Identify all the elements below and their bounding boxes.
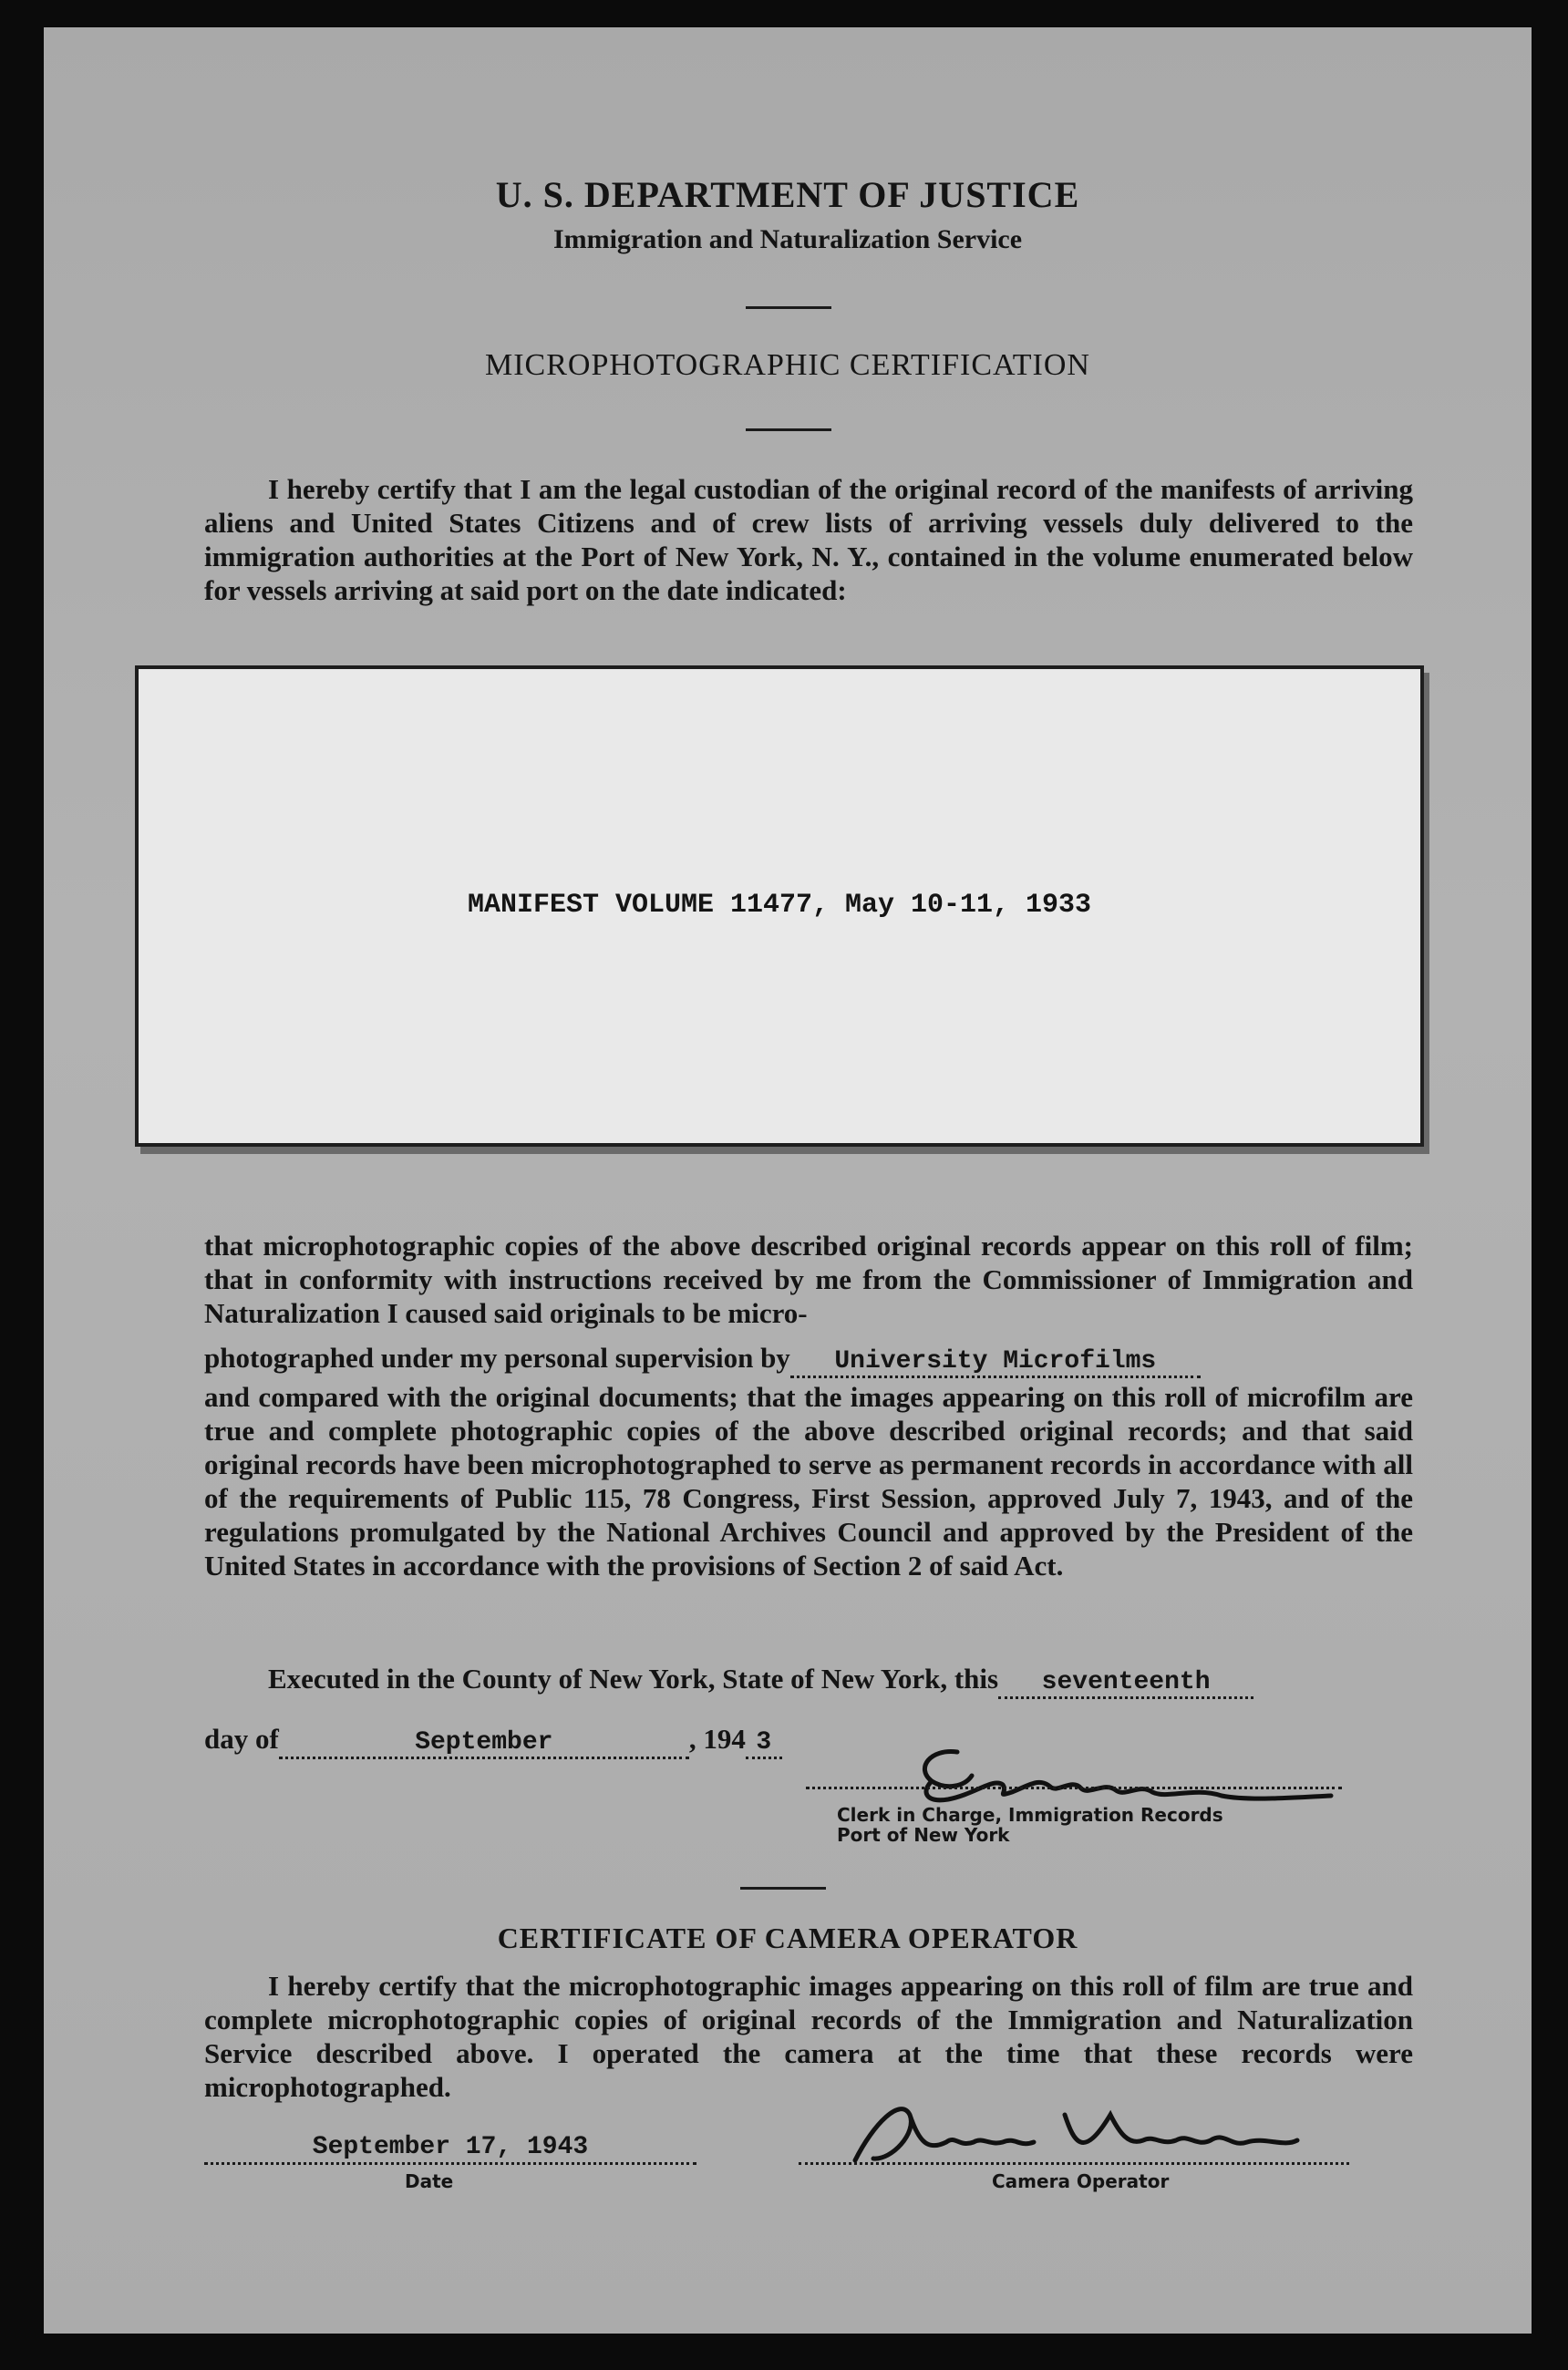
camera-cert-title: CERTIFICATE OF CAMERA OPERATOR — [497, 1922, 1078, 1954]
camera-cert-paragraph — [204, 1969, 1413, 2104]
clerk-signature-svg — [893, 1741, 1367, 1814]
clerk-title-line1: Clerk in Charge, Immigration Records — [837, 1804, 1223, 1826]
camera-date-label: Date — [405, 2170, 454, 2192]
certification-title: MICROPHOTOGRAPHIC CERTIFICATION — [484, 348, 1090, 382]
day-ordinal: seventeenth — [1041, 1668, 1211, 1696]
department-heading: U. S. DEPARTMENT OF JUSTICE — [495, 174, 1080, 215]
operator-signature-line — [799, 2162, 1349, 2165]
service-subheading: Immigration and Naturalization Service — [552, 224, 1023, 254]
year-digit: 3 — [756, 1728, 772, 1757]
filmer-field — [790, 1342, 1201, 1378]
body-paragraph-part3 — [204, 1380, 1413, 1582]
day-field — [998, 1663, 1253, 1699]
clerk-title-line2: Port of New York — [837, 1824, 1010, 1846]
year-field — [746, 1723, 782, 1759]
manifest-volume-text: MANIFEST VOLUME 11477, May 10-11, 1933 — [467, 890, 1092, 921]
camera-operator-label: Camera Operator — [992, 2170, 1170, 2192]
executed-line — [268, 1663, 1253, 1699]
body-text-part3: and compared with the original documents; that the images appearing on this roll of microfilm are true and complete photographic copies of the above described original records; and that said original records have been microphotographed to serve as permanent records in accordance with all of the requirements of Public 115, 78 Congress, First Session, approved July 7, 1943, and of the regulations promulgated by the National Archives Council and approved by the President of the United States in accordance with the provisions of Section 2 of said Act. — [204, 1381, 1413, 1582]
divider-rule — [746, 428, 831, 431]
supervision-prefix: photographed under my personal supervision by — [204, 1342, 790, 1374]
clerk-title — [837, 1805, 1223, 1845]
camera-date-value — [204, 2128, 696, 2161]
clerk-signature-line — [806, 1787, 1342, 1789]
camera-date-line — [204, 2162, 696, 2165]
body-paragraph-part1 — [204, 1229, 1413, 1330]
date-line — [204, 1723, 782, 1759]
divider-rule — [746, 306, 831, 309]
year-prefix: , 194 — [688, 1723, 746, 1755]
manifest-slip — [135, 665, 1424, 1147]
operator-signature-svg — [837, 2087, 1311, 2179]
body-text-part1: that microphotographic copies of the above described original records appear on this roll of film; that in conformity with instructions received by me from the Commissioner of Immigration and Naturalization I caused said originals to be micro- — [204, 1230, 1413, 1329]
certificate-sheet — [44, 27, 1532, 2334]
month-value: September — [415, 1728, 553, 1757]
executed-prefix: Executed in the County of New York, State of New York, this — [268, 1663, 999, 1695]
camera-cert-text: I hereby certify that the microphotographic images appearing on this roll of film are true and complete microphotographic copies of original records of the Immigration and Naturalization Service described above. I operated the camera at the time that these records were microphotographed. — [204, 1970, 1413, 2103]
supervision-line — [204, 1342, 1201, 1378]
clerk-signature — [893, 1741, 1367, 1814]
operator-signature — [837, 2087, 1311, 2179]
divider-rule — [740, 1887, 826, 1890]
intro-paragraph — [204, 472, 1413, 607]
filmer-name: University Microfilms — [834, 1347, 1157, 1376]
day-of-label: day of — [204, 1723, 279, 1755]
intro-text: I hereby certify that I am the legal custodian of the original record of the manifests of arriving aliens and United States Citizens and of crew lists of arriving vessels duly delivered to the immigration authorities at the Port of New York, N. Y., contained in the volume enumerated below for vessels arriving at said port on the date indicated: — [204, 473, 1413, 606]
camera-date: September 17, 1943 — [312, 2133, 589, 2161]
month-field — [279, 1723, 689, 1759]
